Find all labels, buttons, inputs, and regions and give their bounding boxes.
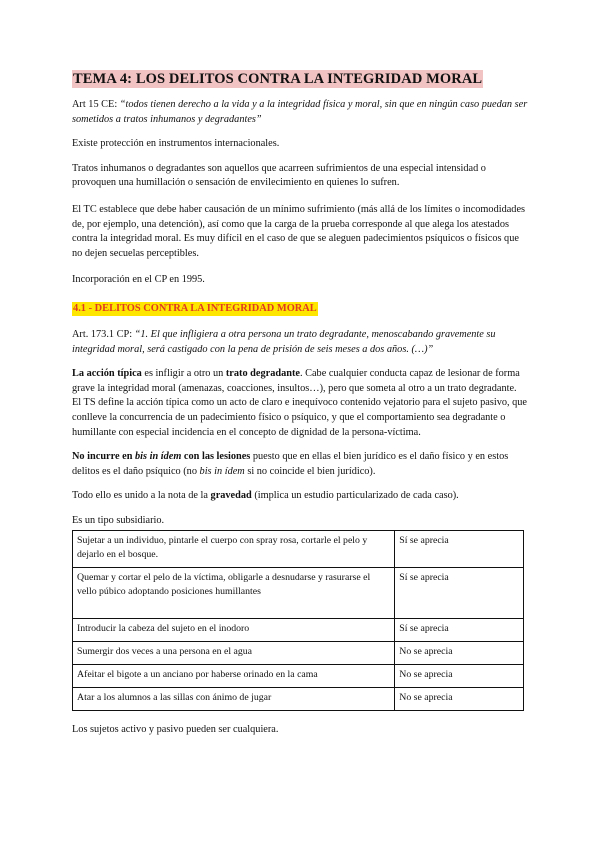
art173-paragraph [72, 328, 528, 357]
tc-paragraph: El TC establece que debe haber causación de un mínimo sufrimiento (más allá de los límites o incomodidades de, por ejemplo, una detención), así como que la carga de la prueba corresponde al que alega los atestados contra la integridad moral. Es muy difícil en el caso de que se aleguen padecimientos psíquicos o físicos que no dejen secuelas perceptibles. [72, 203, 526, 259]
gravedad-bold: gravedad [210, 490, 252, 502]
intl-paragraph: Existe protección en instrumentos internacionales. [72, 138, 280, 150]
table-cell-case: Quemar y cortar el pelo de la víctima, obligarle a desnudarse y rasurarse el vello púbico adoptando posiciones humillantes [73, 568, 395, 619]
document-page [72, 70, 528, 738]
accion-text-1: es infligir a otro un [141, 368, 226, 380]
table-row [73, 531, 524, 568]
table-row [73, 688, 524, 711]
table-cell-case: Atar a los alumnos a las sillas con ánimo de jugar [73, 688, 395, 711]
gravedad-paragraph [72, 489, 528, 504]
table-cell-case: Sumergir dos veces a una persona en el agua [73, 642, 395, 665]
table-row [73, 568, 524, 619]
table-cell-case: Afeitar el bigote a un anciano por haberse orinado en la cama [73, 665, 395, 688]
table-row [73, 665, 524, 688]
bis-bold-1: No incurre en [72, 451, 136, 463]
accion-bold-1: La acción típica [72, 368, 142, 380]
table-cell-case: Sujetar a un individuo, pintarle el cuerpo con spray rosa, cortarle el pelo y dejarlo en el bosque. [73, 531, 395, 568]
art15-ref: Art 15 CE: [72, 99, 120, 110]
subsidiario-paragraph: Es un tipo subsidiario. [72, 514, 165, 526]
table-cell-verdict: Sí se aprecia [395, 531, 524, 568]
gravedad-text-2: (implica un estudio particularizado de cada caso). [251, 490, 459, 502]
bis-text-2: si no coincide el bien jurídico). [244, 465, 376, 477]
sujetos-paragraph: Los sujetos activo y pasivo pueden ser cualquiera. [72, 724, 279, 736]
bis-italic-2: bis in ídem [199, 465, 245, 477]
table-cell-verdict: Sí se aprecia [395, 619, 524, 642]
art173-quote: “1. El que infligiera a otra persona un trato degradante, menoscabando gravemente su integridad moral, será castigado con la pena de prisión de seis meses a dos años. (…)” [72, 328, 496, 355]
table-cell-verdict: No se aprecia [395, 642, 524, 665]
table-cell-case: Introducir la cabeza del sujeto en el inodoro [73, 619, 395, 642]
page-title: TEMA 4: LOS DELITOS CONTRA LA INTEGRIDAD MORAL [73, 71, 483, 87]
incorporation-paragraph: Incorporación en el CP en 1995. [72, 274, 205, 286]
art15-quote: “todos tienen derecho a la vida y a la integridad física y moral, sin que en ningún caso puedan ser sometidos a tratos inhumanos y degradantes” [72, 99, 528, 125]
table-row [73, 619, 524, 642]
accion-text-2: . Cabe cualquier conducta capaz de lesionar de forma grave la integridad moral (amenazas, coacciones, insultos…), pero que someta al otro a un trato degradante. El TS define la acción típica como un acto de claro e inequívoco contenido vejatorio para el sujeto pasivo, que conlleve la concurrencia de un padecimiento físico o psíquico, y que el comportamiento sea degradante o humillante con especial incidencia en el concepto de dignidad de la persona-víctima. [72, 368, 528, 438]
bis-paragraph [72, 450, 528, 479]
tratos-paragraph: Tratos inhumanos o degradantes son aquellos que acarreen sufrimientos de una especial intensidad o provoquen una humillación o sensación de envilecimiento en quienes lo sufren. [72, 162, 486, 189]
bis-italic-1: bis in ídem [135, 451, 182, 463]
bis-text-1: puesto que en ellas el bien jurídico es el daño físico y en estos delitos es el daño psíquico (no [72, 451, 509, 477]
art15-paragraph [72, 98, 528, 127]
gravedad-text-1: Todo ello es unido a la nota de la [72, 490, 211, 502]
bis-bold-2: con las lesiones [181, 451, 251, 463]
table-cell-verdict: No se aprecia [395, 688, 524, 711]
accion-paragraph [72, 367, 528, 440]
accion-bold-2: trato degradante [225, 368, 300, 380]
table-row [73, 642, 524, 665]
art173-ref: Art. 173.1 CP: [72, 328, 135, 340]
table-cell-verdict: No se aprecia [395, 665, 524, 688]
table-cell-verdict: Sí se aprecia [395, 568, 524, 619]
cases-table [72, 530, 524, 711]
section-heading: 4.1 - DELITOS CONTRA LA INTEGRIDAD MORAL [73, 302, 317, 314]
